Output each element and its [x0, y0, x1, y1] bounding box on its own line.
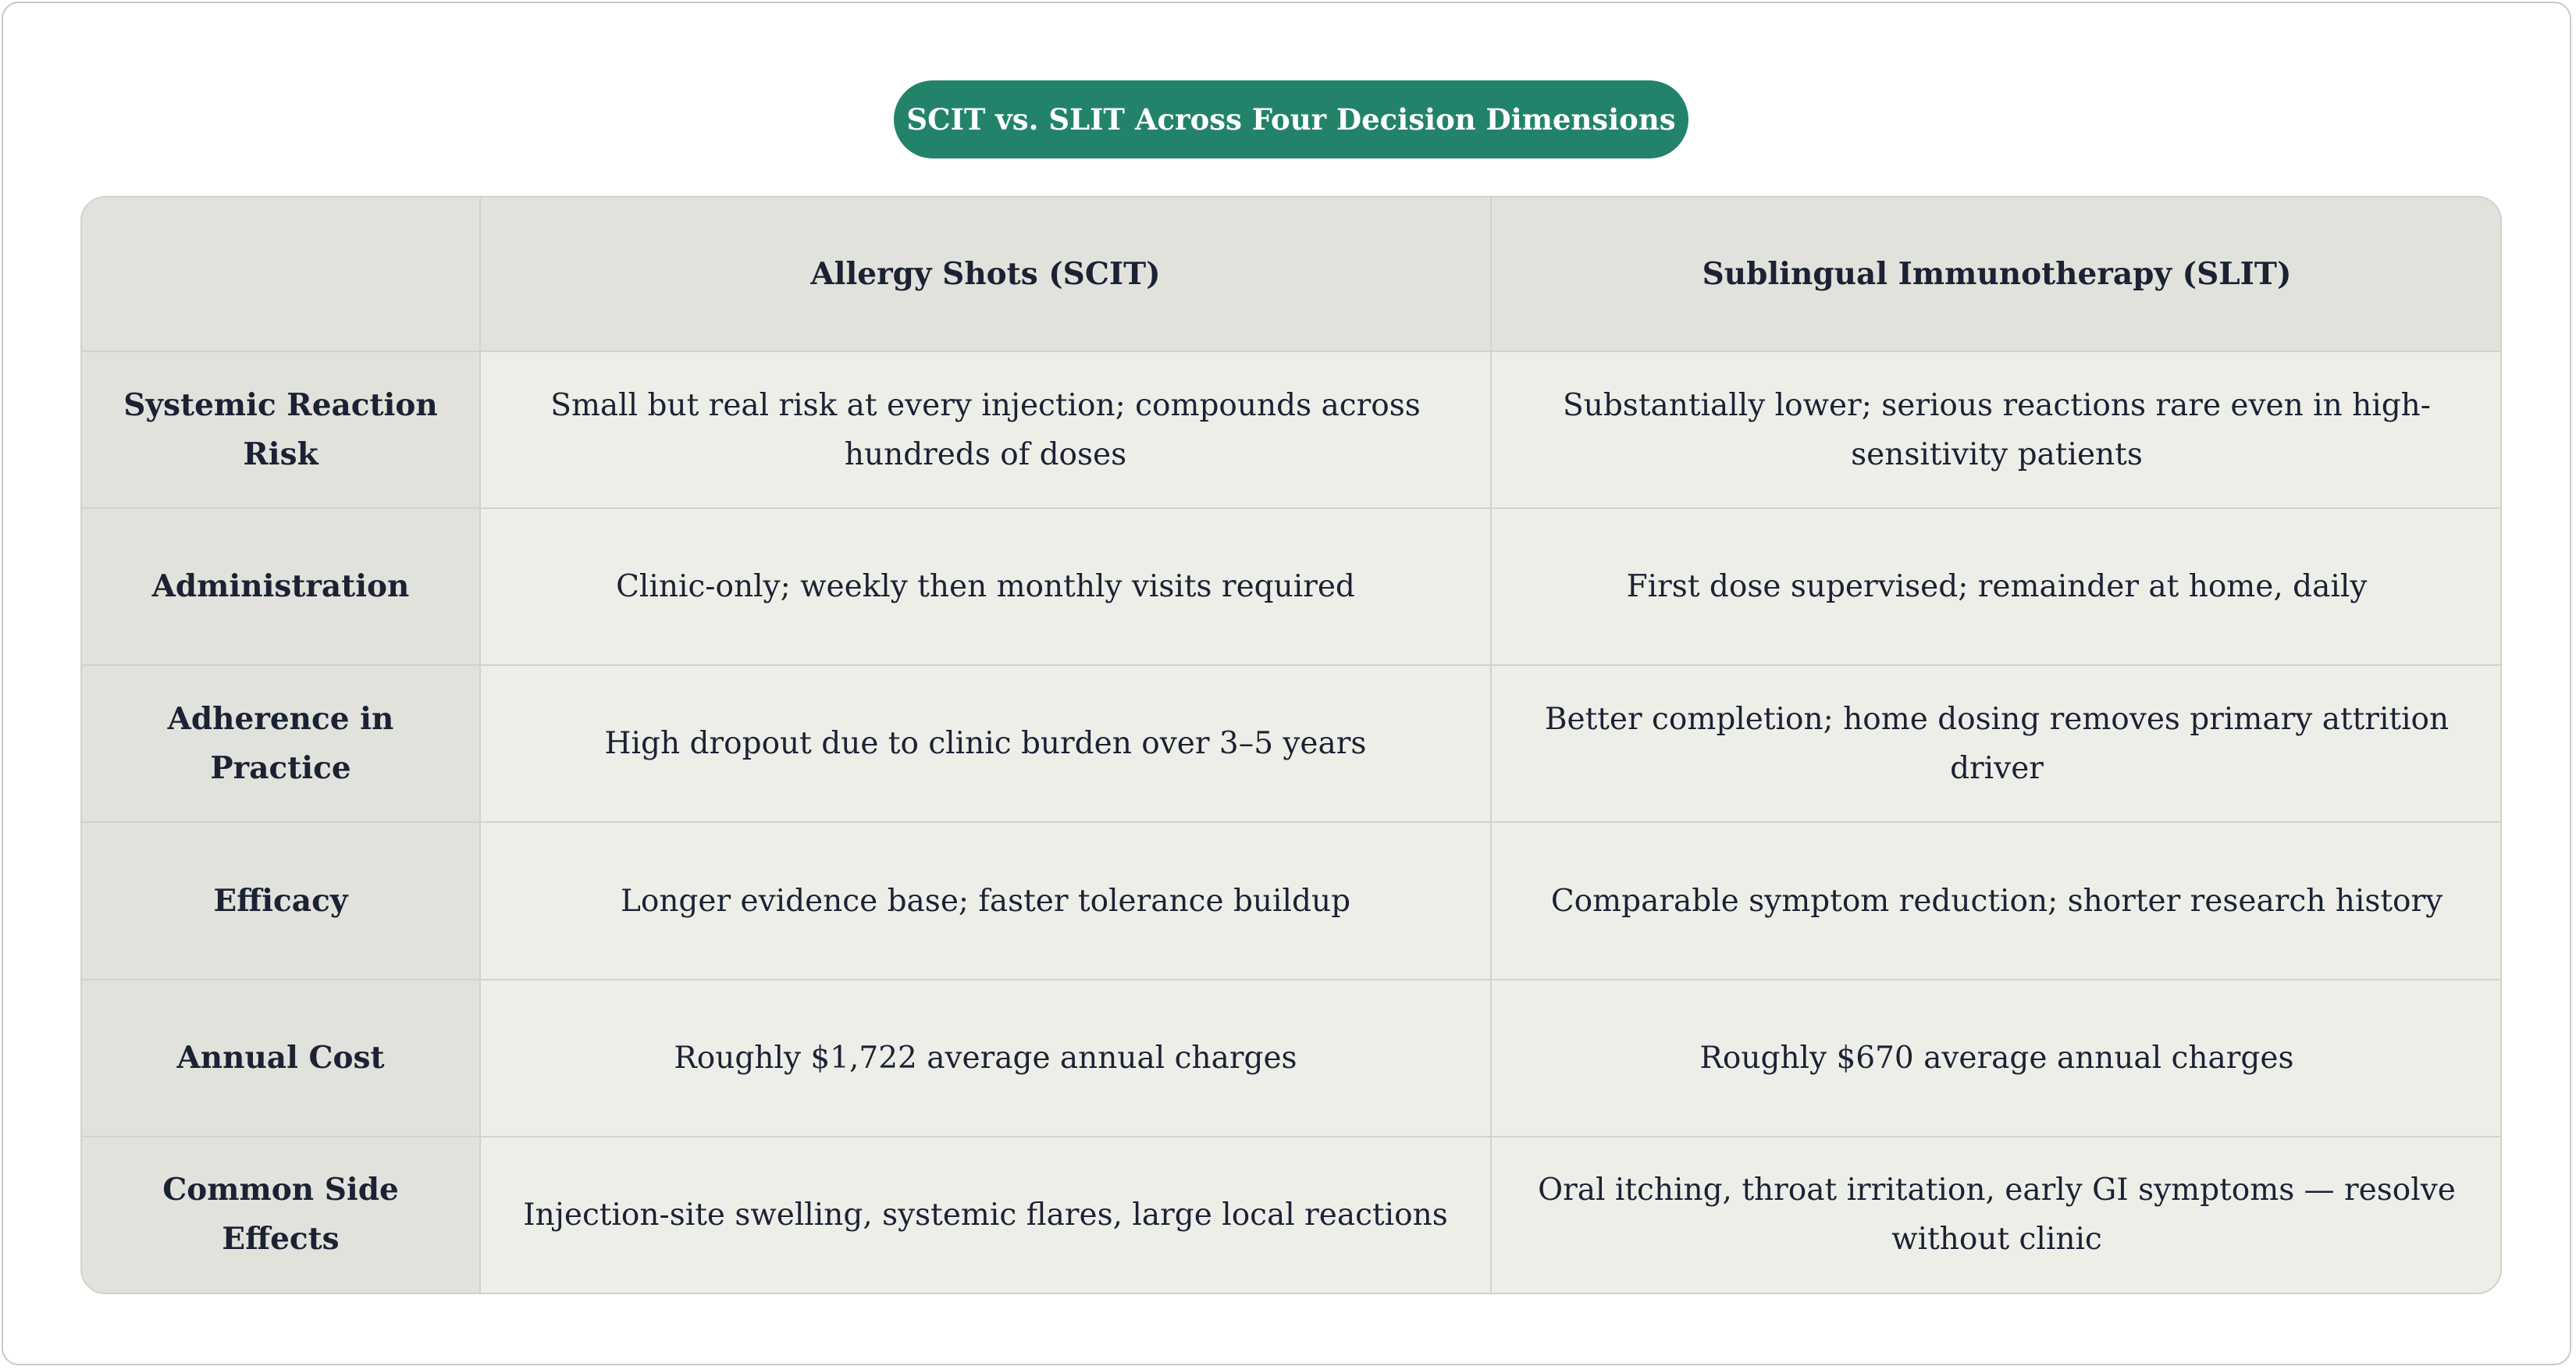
- table-row: [82, 822, 2502, 979]
- table-header-row: [82, 197, 2502, 351]
- cell-scit: Longer evidence base; faster tolerance buildup: [480, 822, 1491, 979]
- table-row: [82, 508, 2502, 665]
- cell-slit: Roughly $670 average annual charges: [1491, 980, 2502, 1137]
- comparison-table: [80, 196, 2502, 1294]
- row-label: Systemic Reaction Risk: [82, 351, 480, 508]
- cell-scit: High dropout due to clinic burden over 3–5 years: [480, 665, 1491, 822]
- table-row: [82, 351, 2502, 508]
- header-corner: [82, 197, 480, 351]
- row-label: Common Side Effects: [82, 1137, 480, 1293]
- cell-slit: Oral itching, throat irritation, early GI symptoms — resolve without clinic: [1491, 1137, 2502, 1293]
- cell-slit: Substantially lower; serious reactions rare even in high-sensitivity patients: [1491, 351, 2502, 508]
- cell-scit: Injection-site swelling, systemic flares, large local reactions: [480, 1137, 1491, 1293]
- header-slit: Sublingual Immunotherapy (SLIT): [1491, 197, 2502, 351]
- row-label: Administration: [82, 508, 480, 665]
- table-row: [82, 1137, 2502, 1293]
- header-scit: Allergy Shots (SCIT): [480, 197, 1491, 351]
- table-row: [82, 980, 2502, 1137]
- cell-slit: Comparable symptom reduction; shorter research history: [1491, 822, 2502, 979]
- cell-scit: Roughly $1,722 average annual charges: [480, 980, 1491, 1137]
- page-title: SCIT vs. SLIT Across Four Decision Dimensions: [894, 80, 1688, 158]
- cell-scit: Clinic-only; weekly then monthly visits required: [480, 508, 1491, 665]
- table-row: [82, 665, 2502, 822]
- cell-slit: First dose supervised; remainder at home, daily: [1491, 508, 2502, 665]
- row-label: Efficacy: [82, 822, 480, 979]
- cell-scit: Small but real risk at every injection; compounds across hundreds of doses: [480, 351, 1491, 508]
- page-frame: [2, 2, 2571, 1365]
- cell-slit: Better completion; home dosing removes primary attrition driver: [1491, 665, 2502, 822]
- comparison-table-grid: [82, 197, 2502, 1293]
- row-label: Annual Cost: [82, 980, 480, 1137]
- row-label: Adherence in Practice: [82, 665, 480, 822]
